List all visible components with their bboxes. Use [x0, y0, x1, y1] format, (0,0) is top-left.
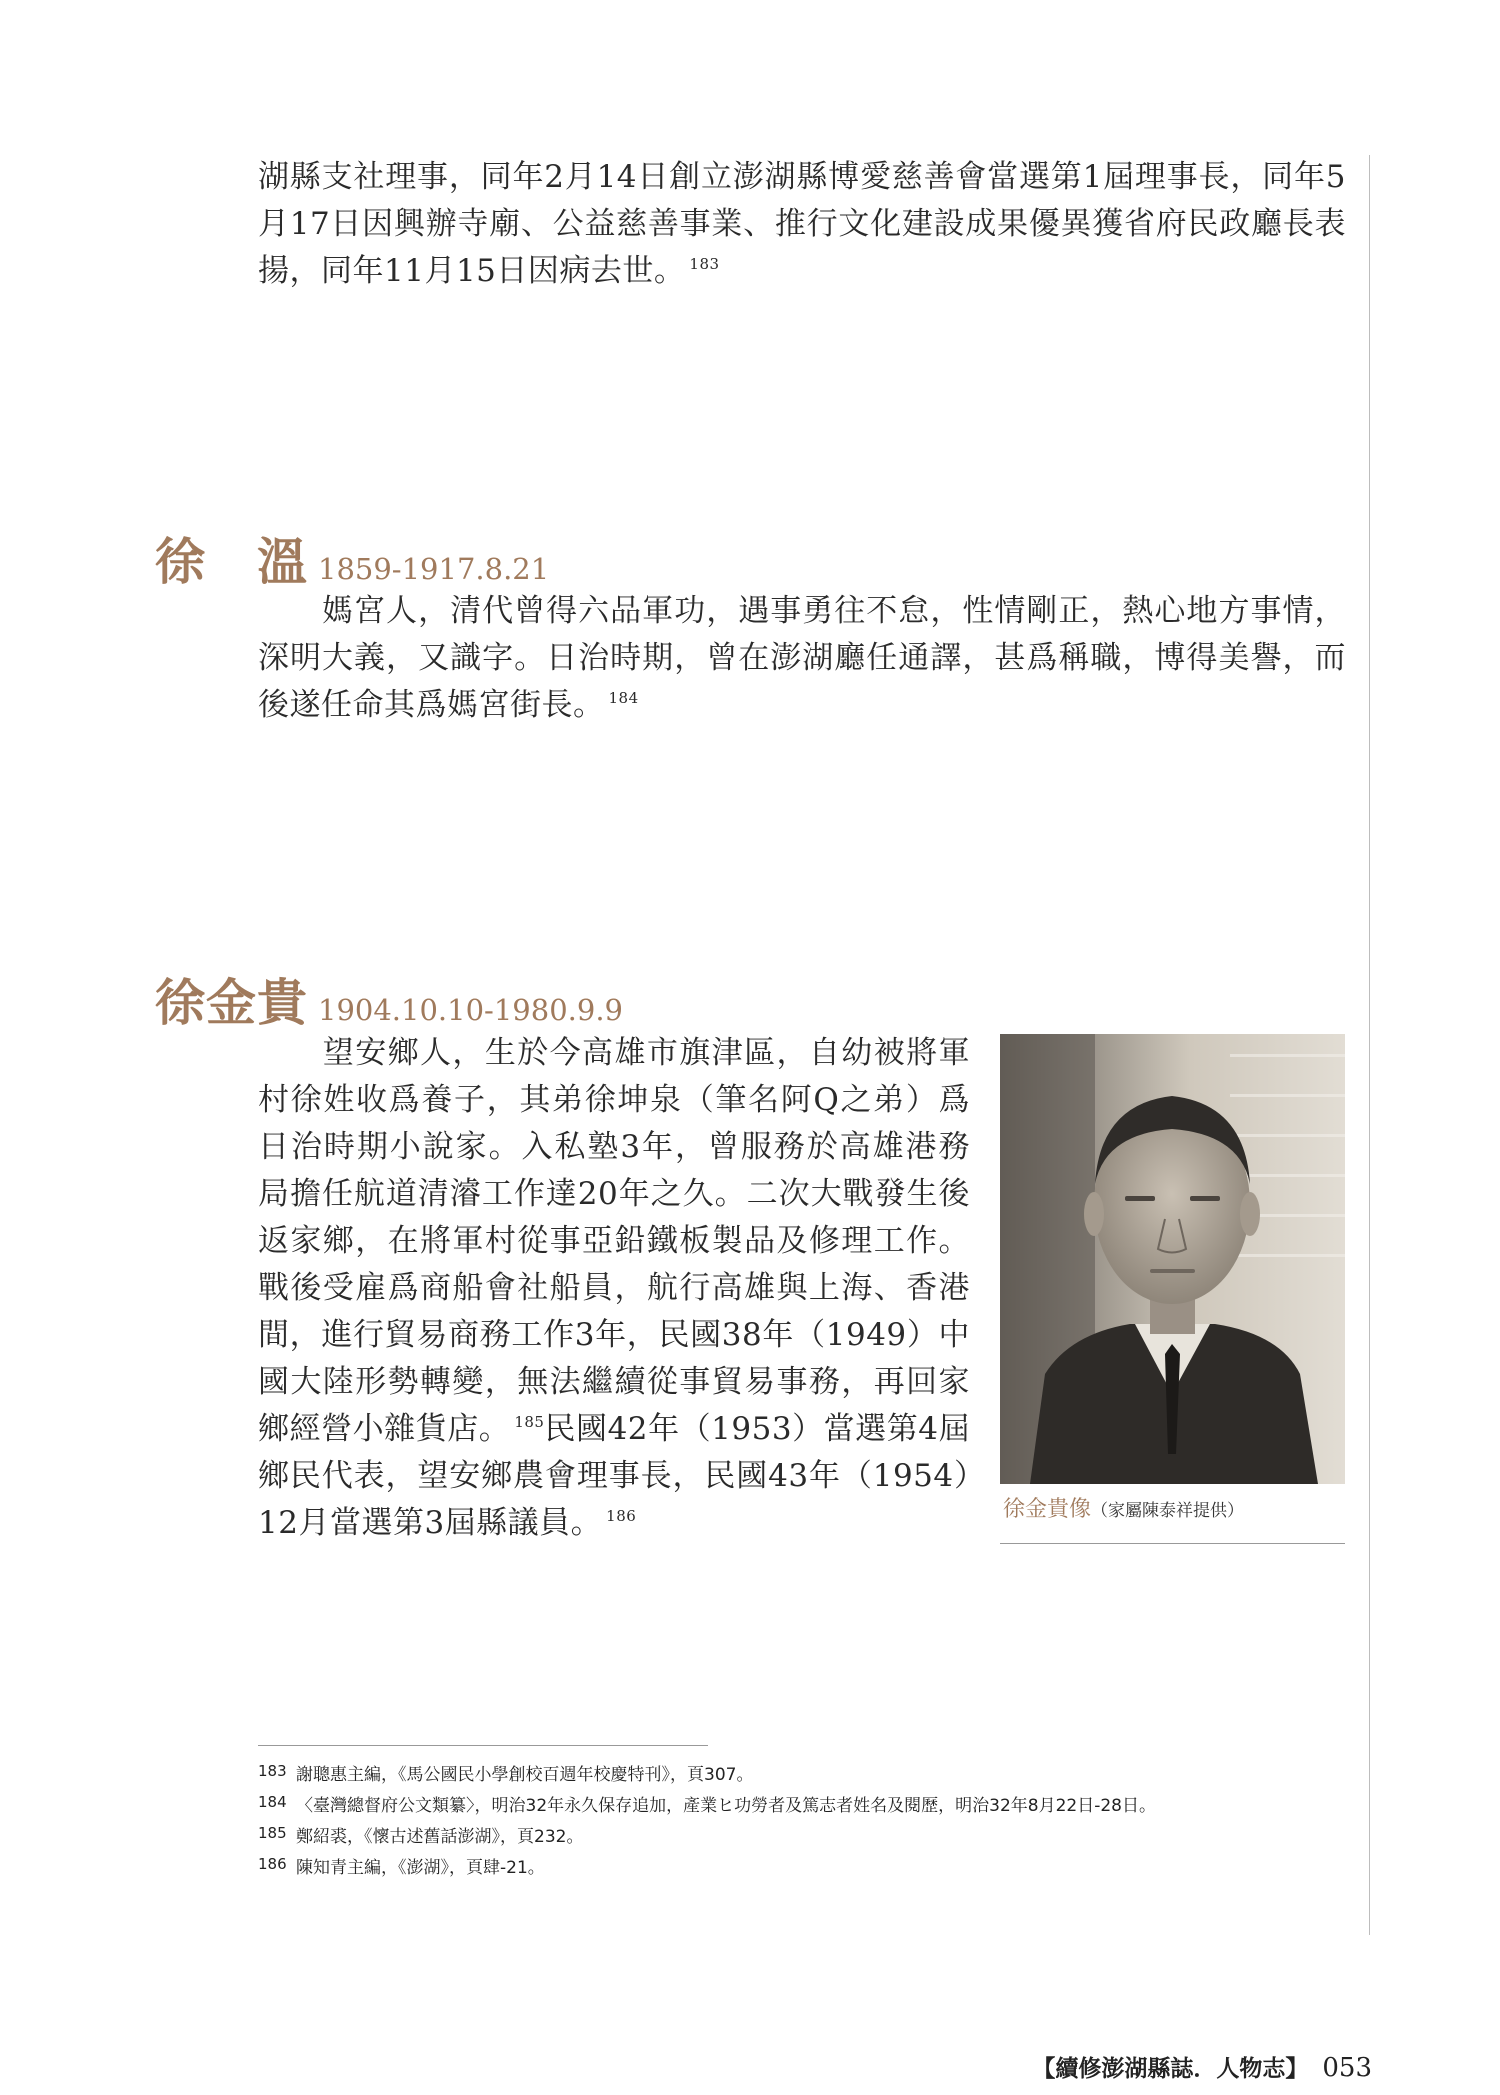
prev-entry-paragraph: 湖縣支社理事，同年2月14日創立澎湖縣博愛慈善會當選第1屆理事長，同年5月17日因興辦寺廟、公益慈善事業、推行文化建設成果優異獲省府民政廳長表揚，同年11月15日因病去世。 $^{183}$	[258, 159, 1346, 289]
page-footer	[1032, 2050, 1372, 2083]
entry-heading	[155, 522, 549, 594]
footnote-ref[interactable]: 184	[608, 689, 639, 707]
entry-dates: 1904.10.10-1980.9.9	[318, 993, 623, 1027]
entry-paragraph: 望安鄉人，生於今高雄市旗津區，自幼被將軍村徐姓收爲養子，其弟徐坤泉（筆名阿Q之弟）爲日治時期小說家。入私塾3年，曾服務於高雄港務局擔任航道清濬工作達20年之久。二次大戰發生後返家鄉，在將軍村從事亞鉛鐵板製品及修理工作。戰後受雇爲商船會社船員，航行高雄與上海、香港間，進行貿易商務工作3年，民國38年（1949）中國大陸形勢轉變，無法繼續從事貿易事務，再回家鄉經營小雜貨店。 $^{185}$民國42年（1953）當選第4屆鄉民代表，望安鄉農會理事長，民國43年（1954）12月當選第3屆縣議員。 $^{186}$	[258, 1035, 971, 1541]
footnote-number: 186	[258, 1855, 287, 1873]
entry-heading	[155, 963, 623, 1035]
entry-paragraph: 媽宮人，清代曾得六品軍功，遇事勇往不怠，性情剛正，熱心地方事情，深明大義，又識字。日治時期，曾在澎湖廳任通譯，甚爲稱職，博得美譽，而後遂任命其爲媽宮街長。 $^{184}$	[258, 593, 1346, 723]
footnote-ref[interactable]: 185	[514, 1413, 545, 1431]
entry-dates: 1859-1917.8.21	[318, 552, 550, 586]
footnote-number: 184	[258, 1793, 287, 1811]
footnote	[258, 1855, 1348, 1882]
entry-name: 徐金貴	[155, 973, 308, 1032]
caption-rule	[1000, 1543, 1345, 1544]
book-title: 【續修澎湖縣誌．人物志】	[1032, 2055, 1309, 2082]
footnote-text: 鄭紹裘，《懷古述舊話澎湖》，頁232。	[296, 1827, 584, 1847]
footnote-ref[interactable]: 183	[689, 255, 720, 273]
footnote-rule	[258, 1745, 708, 1746]
footnote-text: 謝聰惠主編，《馬公國民小學創校百週年校慶特刊》，頁307。	[296, 1765, 754, 1785]
footnote-ref[interactable]: 186	[606, 1507, 637, 1525]
photo-caption	[1003, 1492, 1244, 1523]
footnote-number: 183	[258, 1762, 287, 1780]
footnote	[258, 1762, 1348, 1789]
entry-name: 徐 溫	[155, 532, 308, 591]
caption-title: 徐金貴像	[1003, 1497, 1092, 1522]
margin-rule	[1369, 155, 1370, 1935]
footnote-text: 陳知青主編，《澎湖》，頁肆-21。	[296, 1858, 545, 1878]
footnote	[258, 1793, 1348, 1820]
footnote	[258, 1824, 1348, 1851]
caption-credit: （家屬陳泰祥提供）	[1091, 1501, 1245, 1521]
page-number: 053	[1322, 2053, 1372, 2083]
footnote-text: 〈臺灣總督府公文類纂〉，明治32年永久保存追加，產業ヒ功勞者及篤志者姓名及閱歷，明治32年8月22日-28日。	[296, 1796, 1156, 1816]
footnotes	[258, 1762, 1348, 1886]
footnote-number: 185	[258, 1824, 287, 1842]
portrait-photo	[1000, 1034, 1345, 1484]
